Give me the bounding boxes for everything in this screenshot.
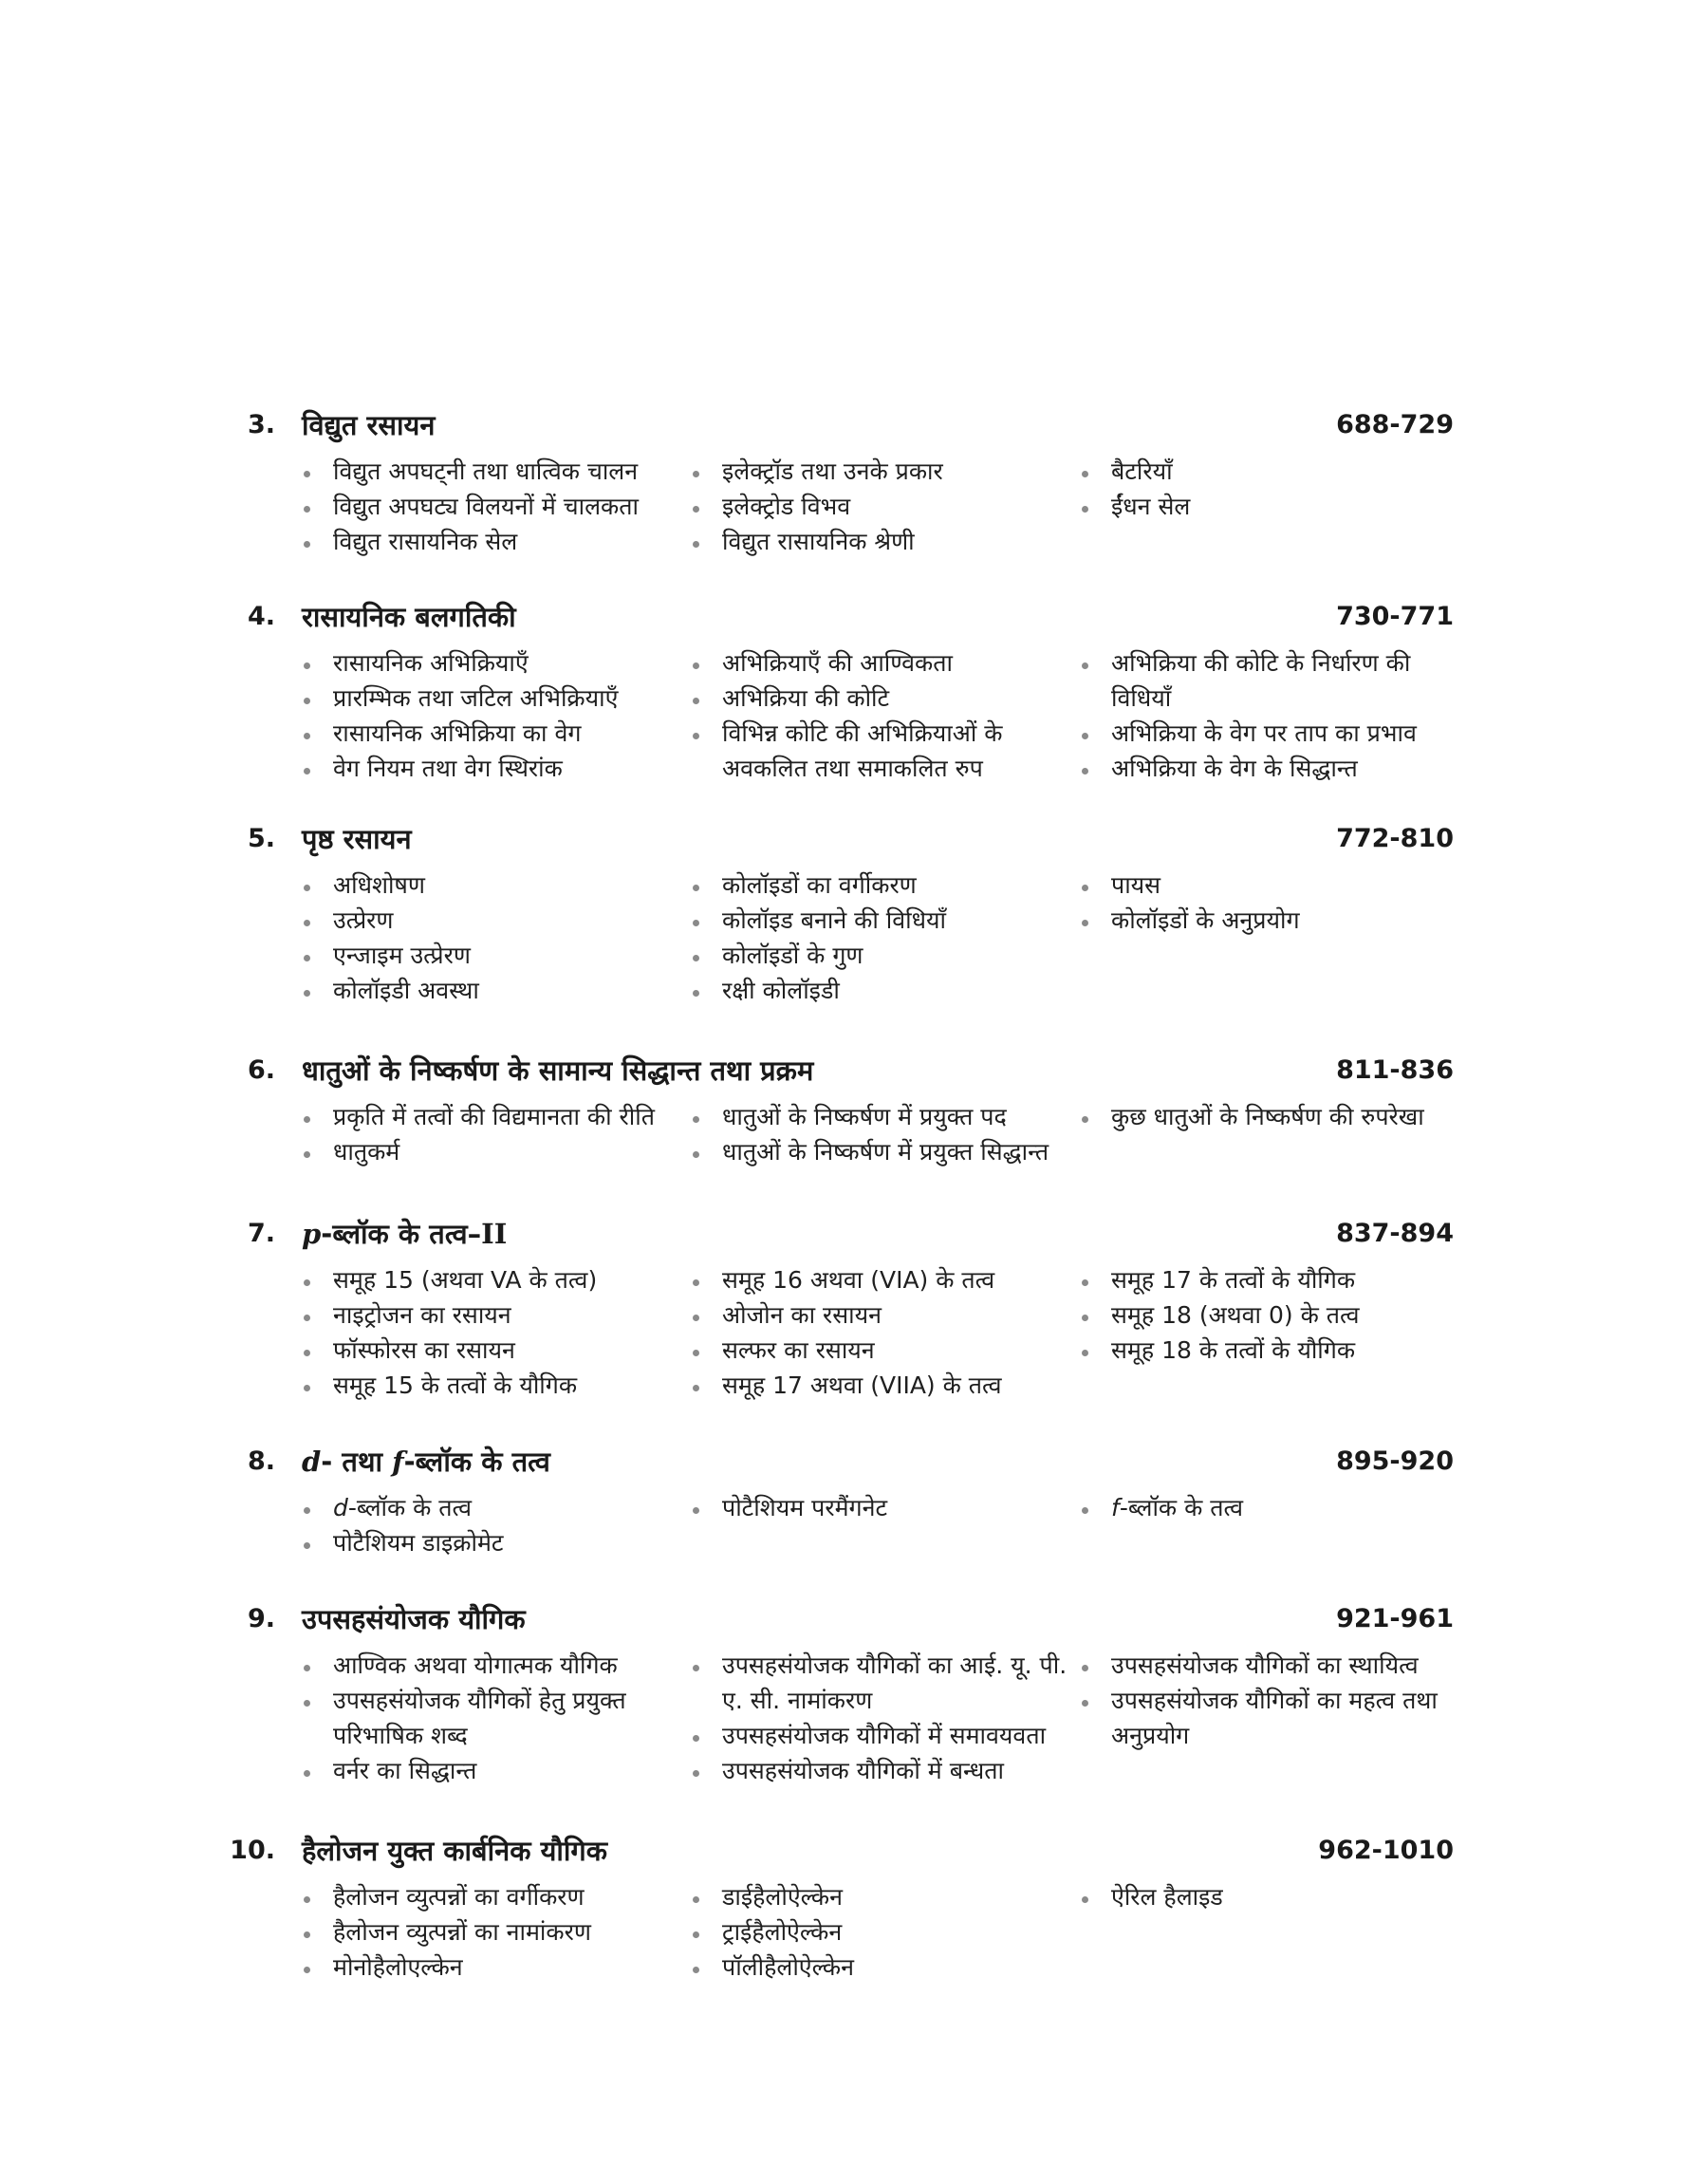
- topic-column: [1080, 1490, 1456, 1525]
- topic-item: उपसहसंयोजक यौगिकों में बन्धता: [691, 1753, 1070, 1788]
- topic-item: अभिक्रियाएँ की आण्विकता: [691, 645, 1070, 681]
- topic-item: उपसहसंयोजक यौगिकों का महत्व तथा अनुप्रयोग: [1080, 1683, 1456, 1753]
- topic-item: समूह 15 (अथवा VA के तत्व): [302, 1262, 670, 1297]
- chapter-title: रासायनिक बलगतिकी: [302, 601, 516, 633]
- topic-item: कोलॉइड बनाने की विधियाँ: [691, 903, 1070, 938]
- topic-columns: [0, 1262, 1708, 1452]
- chapter-entry: [0, 598, 1708, 835]
- chapter-title: [302, 1443, 550, 1481]
- topic-columns: [0, 1879, 1708, 2069]
- topic-item: समूह 17 के तत्वों के यौगिक: [1080, 1262, 1456, 1297]
- topic-item: हैलोजन व्युत्पन्नों का नामांकरण: [302, 1914, 670, 1950]
- topic-columns: [0, 645, 1708, 835]
- topic-text: -ब्लॉक के तत्व: [347, 1494, 473, 1521]
- block-letter: d: [333, 1494, 348, 1521]
- chapter-heading: [0, 598, 1708, 645]
- topic-item: इलेक्ट्रोड विभव: [691, 489, 1070, 524]
- chapter-heading: [0, 1052, 1708, 1099]
- topic-item: प्रकृति में तत्वों की विद्यमानता की रीति: [302, 1099, 670, 1134]
- topic-item: धातुओं के निष्कर्षण में प्रयुक्त पद: [691, 1099, 1070, 1134]
- topic-item: कोलॉइडों का वर्गीकरण: [691, 868, 1070, 903]
- topic-column: [691, 1262, 1070, 1403]
- topic-column: [691, 1099, 1070, 1169]
- topic-item: ईंधन सेल: [1080, 489, 1456, 524]
- topic-column: [691, 1879, 1070, 1985]
- topic-column: [302, 645, 670, 786]
- topic-item: पायस: [1080, 868, 1456, 903]
- topic-item: एन्जाइम उत्प्रेरण: [302, 938, 670, 973]
- topic-text: -ब्लॉक के तत्व: [1119, 1494, 1244, 1521]
- title-text: - तथा: [321, 1446, 393, 1478]
- page-range: 730-771: [1336, 602, 1454, 631]
- chapter-entry: [0, 1832, 1708, 2069]
- topic-item: उपसहसंयोजक यौगिकों हेतु प्रयुक्त परिभाषिक शब्द: [302, 1683, 670, 1753]
- chapter-title: [302, 1215, 507, 1253]
- topic-item: अभिक्रिया की कोटि: [691, 681, 1070, 716]
- topic-column: [691, 454, 1070, 559]
- chapter-number: 7.: [247, 1219, 275, 1248]
- topic-columns: [0, 868, 1708, 1057]
- page-range: 688-729: [1336, 410, 1454, 439]
- topic-column: [302, 1262, 670, 1403]
- page-range: 837-894: [1336, 1219, 1454, 1248]
- topic-item: सल्फर का रसायन: [691, 1333, 1070, 1368]
- page-range: 772-810: [1336, 824, 1454, 853]
- topic-column: [1080, 1262, 1456, 1368]
- topic-item: समूह 17 अथवा (VIIA) के तत्व: [691, 1368, 1070, 1403]
- topic-item: रक्षी कोलॉइडी: [691, 973, 1070, 1008]
- chapter-number: 10.: [230, 1836, 275, 1865]
- topic-columns: [0, 1648, 1708, 1838]
- chapter-title: पृष्ठ रसायन: [302, 823, 412, 855]
- title-roman-numeral: II: [481, 1218, 508, 1250]
- chapter-heading: [0, 406, 1708, 454]
- topic-item: अभिक्रिया के वेग पर ताप का प्रभाव: [1080, 716, 1456, 751]
- topic-column: [691, 1648, 1070, 1788]
- chapter-title: विद्युत रसायन: [302, 409, 436, 441]
- topic-item: कोलॉइडों के अनुप्रयोग: [1080, 903, 1456, 938]
- topic-item: पॉलीहैलोऐल्केन: [691, 1950, 1070, 1985]
- topic-column: [302, 1490, 670, 1560]
- topic-column: [1080, 1879, 1456, 1914]
- topic-item: कोलॉइडों के गुण: [691, 938, 1070, 973]
- topic-item: पोटैशियम डाइक्रोमेट: [302, 1525, 670, 1560]
- block-letter: f: [1111, 1494, 1120, 1521]
- topic-column: [1080, 868, 1456, 938]
- topic-column: [302, 1099, 670, 1169]
- topic-column: [691, 868, 1070, 1008]
- topic-column: [1080, 454, 1456, 524]
- topic-item: विद्युत रासायनिक श्रेणी: [691, 524, 1070, 559]
- chapter-heading: [0, 820, 1708, 868]
- topic-item: फॉस्फोरस का रसायन: [302, 1333, 670, 1368]
- topic-item: [302, 1490, 670, 1525]
- topic-item: उपसहसंयोजक यौगिकों में समावयवता: [691, 1718, 1070, 1753]
- topic-item: बैटरियाँ: [1080, 454, 1456, 489]
- topic-item: विद्युत रासायनिक सेल: [302, 524, 670, 559]
- topic-item: धातुकर्म: [302, 1134, 670, 1169]
- topic-item: डाईहैलोऐल्केन: [691, 1879, 1070, 1914]
- topic-item: [1080, 1490, 1456, 1525]
- chapter-number: 9.: [247, 1604, 275, 1633]
- topic-column: [691, 1490, 1070, 1525]
- title-text: -ब्लॉक के तत्व: [403, 1446, 550, 1478]
- topic-item: हैलोजन व्युत्पन्नों का वर्गीकरण: [302, 1879, 670, 1914]
- topic-item: समूह 18 के तत्वों के यौगिक: [1080, 1333, 1456, 1368]
- topic-column: [1080, 1648, 1456, 1753]
- chapter-heading: [0, 1443, 1708, 1490]
- topic-item: उपसहसंयोजक यौगिकों का आई. यू. पी. ए. सी. नामांकरण: [691, 1648, 1070, 1718]
- chapter-number: 4.: [247, 602, 275, 631]
- title-block-letter: d: [302, 1446, 322, 1478]
- chapter-heading: [0, 1832, 1708, 1879]
- topic-item: समूह 16 अथवा (VIA) के तत्व: [691, 1262, 1070, 1297]
- chapter-entry: [0, 1600, 1708, 1838]
- topic-column: [302, 1648, 670, 1788]
- topic-item: इलेक्ट्रॉड तथा उनके प्रकार: [691, 454, 1070, 489]
- topic-item: समूह 15 के तत्वों के यौगिक: [302, 1368, 670, 1403]
- title-block-letter: p: [302, 1218, 322, 1250]
- topic-column: [1080, 645, 1456, 786]
- topic-item: वेग नियम तथा वेग स्थिरांक: [302, 751, 670, 786]
- topic-item: प्रारम्भिक तथा जटिल अभिक्रियाएँ: [302, 681, 670, 716]
- topic-item: रासायनिक अभिक्रियाएँ: [302, 645, 670, 681]
- topic-item: उपसहसंयोजक यौगिकों का स्थायित्व: [1080, 1648, 1456, 1683]
- title-block-letter: f: [392, 1446, 404, 1478]
- page-range: 811-836: [1336, 1055, 1454, 1085]
- topic-column: [302, 1879, 670, 1985]
- chapter-title: हैलोजन युक्त कार्बनिक यौगिक: [302, 1835, 608, 1867]
- topic-item: उत्प्रेरण: [302, 903, 670, 938]
- topic-column: [691, 645, 1070, 786]
- topic-item: अभिक्रिया के वेग के सिद्धान्त: [1080, 751, 1456, 786]
- topic-item: समूह 18 (अथवा 0) के तत्व: [1080, 1297, 1456, 1333]
- chapter-heading: [0, 1600, 1708, 1648]
- title-text: -ब्लॉक के तत्व–: [321, 1218, 482, 1250]
- topic-item: धातुओं के निष्कर्षण में प्रयुक्त सिद्धान्त: [691, 1134, 1070, 1169]
- topic-column: [1080, 1099, 1456, 1134]
- topic-item: ओजोन का रसायन: [691, 1297, 1070, 1333]
- topic-item: वर्नर का सिद्धान्त: [302, 1753, 670, 1788]
- topic-item: अधिशोषण: [302, 868, 670, 903]
- page-range: 962-1010: [1318, 1836, 1454, 1865]
- topic-item: ऐरिल हैलाइड: [1080, 1879, 1456, 1914]
- chapter-number: 8.: [247, 1446, 275, 1476]
- topic-item: विभिन्न कोटि की अभिक्रियाओं के अवकलित तथा समाकलित रुप: [691, 716, 1070, 786]
- topic-item: आण्विक अथवा योगात्मक यौगिक: [302, 1648, 670, 1683]
- topic-item: पोटैशियम परमैंगनेट: [691, 1490, 1070, 1525]
- topic-item: नाइट्रोजन का रसायन: [302, 1297, 670, 1333]
- topic-item: विद्युत अपघट्नी तथा धात्विक चालन: [302, 454, 670, 489]
- topic-column: [302, 868, 670, 1008]
- chapter-heading: [0, 1215, 1708, 1262]
- page-range: 895-920: [1336, 1446, 1454, 1476]
- chapter-entry: [0, 1215, 1708, 1452]
- chapter-title: उपसहसंयोजक यौगिक: [302, 1603, 526, 1635]
- chapter-number: 6.: [247, 1055, 275, 1085]
- topic-item: विद्युत अपघट्य विलयनों में चालकता: [302, 489, 670, 524]
- chapter-number: 3.: [247, 410, 275, 439]
- topic-item: कोलॉइडी अवस्था: [302, 973, 670, 1008]
- chapter-title: धातुओं के निष्कर्षण के सामान्य सिद्धान्त तथा प्रक्रम: [302, 1054, 814, 1087]
- topic-column: [302, 454, 670, 559]
- chapter-number: 5.: [247, 824, 275, 853]
- topic-item: अभिक्रिया की कोटि के निर्धारण की विधियाँ: [1080, 645, 1456, 716]
- topic-item: मोनोहैलोएल्केन: [302, 1950, 670, 1985]
- topic-item: रासायनिक अभिक्रिया का वेग: [302, 716, 670, 751]
- page-range: 921-961: [1336, 1604, 1454, 1633]
- topic-item: कुछ धातुओं के निष्कर्षण की रुपरेखा: [1080, 1099, 1456, 1134]
- topic-item: ट्राईहैलोऐल्केन: [691, 1914, 1070, 1950]
- chapter-entry: [0, 820, 1708, 1057]
